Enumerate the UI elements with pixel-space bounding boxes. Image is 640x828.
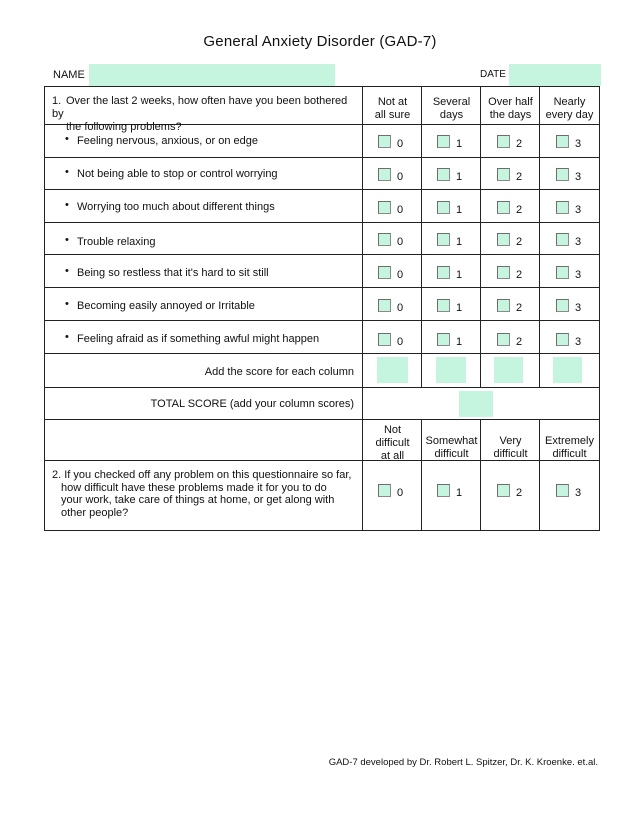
option-value: 2 [516,203,523,216]
column-score-2[interactable] [494,357,523,383]
checkbox[interactable] [497,333,510,346]
option-value: 3 [575,137,582,150]
column-header-extremely-difficult: Extremely difficult [545,435,594,460]
item-7-option-3[interactable] [556,333,581,346]
option-value: 3 [575,170,582,183]
total-score-field[interactable] [459,391,493,417]
item-row-5: • Being so restless that it's hard to sit still [65,265,269,279]
option-value: 2 [516,301,523,314]
checkbox[interactable] [497,266,510,279]
column-header-very-difficult: Very difficult [493,435,528,460]
checkbox[interactable] [497,168,510,181]
checkbox[interactable] [437,333,450,346]
option-value: 0 [397,335,404,348]
page-title: General Anxiety Disorder (GAD-7) [203,33,437,50]
option-value: 1 [456,235,463,248]
column-score-label: Add the score for each column [204,366,354,378]
name-field[interactable] [89,64,335,86]
checkbox[interactable] [378,233,391,246]
column-header-not-at-all: Not at all sure [374,96,411,121]
item-text: Not being able to stop or control worrying [77,168,278,180]
name-label: NAME [53,69,85,81]
checkbox[interactable] [497,201,510,214]
date-label: DATE [480,69,506,80]
item-text: Becoming easily annoyed or Irritable [77,300,255,312]
column-divider [480,86,481,387]
item-row-6: • Becoming easily annoyed or Irritable [65,298,255,312]
item-2-option-0[interactable] [378,168,403,181]
checkbox[interactable] [556,484,569,497]
item-1-option-0[interactable] [378,135,403,148]
option-value: 2 [516,235,523,248]
item-2-option-1[interactable] [437,168,462,181]
column-header-several-days: Several days [432,96,471,121]
item-row-1: • Feeling nervous, anxious, or on edge [65,133,259,147]
item-2-option-3[interactable] [556,168,581,181]
option-value: 0 [397,170,404,183]
row-divider [44,353,600,354]
option-value: 2 [516,486,523,499]
option-value: 1 [456,486,463,499]
item-text: Trouble relaxing [77,236,156,248]
item-row-7: • Feeling afraid as if something awful might happen [65,331,320,345]
item-text: Feeling nervous, anxious, or on edge [77,135,259,147]
checkbox[interactable] [556,168,569,181]
q2-option-1[interactable] [437,484,462,497]
checkbox[interactable] [556,135,569,148]
item-4-option-0[interactable] [378,233,403,246]
option-value: 3 [575,235,582,248]
option-value: 1 [456,301,463,314]
option-value: 0 [397,203,404,216]
item-row-3: • Worrying too much about different things [65,199,275,213]
option-value: 0 [397,486,404,499]
checkbox[interactable] [378,266,391,279]
item-3-option-3[interactable] [556,201,581,214]
checkbox[interactable] [497,135,510,148]
row-divider [44,189,600,190]
option-value: 3 [575,203,582,216]
item-2-option-2[interactable] [497,168,522,181]
question-number: 2. [52,469,62,481]
column-score-0[interactable] [377,357,408,383]
q2-option-2[interactable] [497,484,522,497]
item-text: Being so restless that it's hard to sit still [77,267,269,279]
checkbox[interactable] [378,299,391,312]
item-5-option-2[interactable] [497,266,522,279]
checkbox[interactable] [437,201,450,214]
question-line: how difficult have these problems made it for you to do [61,481,327,494]
item-7-option-0[interactable] [378,333,403,346]
item-3-option-0[interactable] [378,201,403,214]
item-1-option-1[interactable] [437,135,462,148]
question-2-text [52,469,352,519]
date-field[interactable] [509,64,601,86]
checkbox[interactable] [556,299,569,312]
checkbox[interactable] [437,484,450,497]
option-value: 0 [397,235,404,248]
item-1-option-2[interactable] [497,135,522,148]
column-header-somewhat-difficult: Somewhat difficult [425,435,478,460]
item-text: Feeling afraid as if something awful might happen [77,333,320,345]
row-divider [44,287,600,288]
question-number: 1. [52,95,62,107]
checkbox[interactable] [556,201,569,214]
row-divider [44,419,600,420]
footer-credit: GAD-7 developed by Dr. Robert L. Spitzer, Dr. K. Kroenke. et.al. [328,757,598,768]
q2-option-3[interactable] [556,484,581,497]
column-score-3[interactable] [553,357,582,383]
question-line: If you checked off any problem on this questionnaire so far, [64,469,352,481]
checkbox[interactable] [556,266,569,279]
checkbox[interactable] [437,266,450,279]
option-value: 1 [456,203,463,216]
checkbox[interactable] [437,233,450,246]
item-text: Worrying too much about different things [77,201,275,213]
column-header-over-half: Over half the days [488,96,533,121]
checkbox[interactable] [378,333,391,346]
option-value: 0 [397,268,404,281]
question-line: your work, take care of things at home, or get along with [61,494,335,506]
item-4-option-1[interactable] [437,233,462,246]
item-7-option-2[interactable] [497,333,522,346]
item-1-option-3[interactable] [556,135,581,148]
item-4-option-3[interactable] [556,233,581,246]
item-row-2: • Not being able to stop or control worrying [65,166,278,180]
row-divider [44,157,600,158]
option-value: 2 [516,137,523,150]
q2-option-0[interactable] [378,484,403,497]
option-value: 1 [456,268,463,281]
item-6-option-2[interactable] [497,299,522,312]
item-5-option-0[interactable] [378,266,403,279]
checkbox[interactable] [437,299,450,312]
item-6-option-3[interactable] [556,299,581,312]
option-value: 3 [575,301,582,314]
item-3-option-1[interactable] [437,201,462,214]
option-value: 2 [516,170,523,183]
checkbox[interactable] [497,484,510,497]
item-6-option-0[interactable] [378,299,403,312]
checkbox[interactable] [378,168,391,181]
item-3-option-2[interactable] [497,201,522,214]
item-row-4: • Trouble relaxing [65,234,156,248]
item-7-option-1[interactable] [437,333,462,346]
checkbox[interactable] [378,201,391,214]
checkbox[interactable] [378,135,391,148]
question-line: Over the last 2 weeks, how often have you been bothered by [52,95,348,120]
option-value: 3 [575,486,582,499]
option-value: 3 [575,335,582,348]
option-value: 2 [516,268,523,281]
checkbox[interactable] [556,333,569,346]
checkbox[interactable] [497,299,510,312]
checkbox[interactable] [437,168,450,181]
question-1-text [52,95,357,134]
option-value: 1 [456,137,463,150]
option-value: 1 [456,170,463,183]
item-4-option-2[interactable] [497,233,522,246]
option-value: 3 [575,268,582,281]
item-5-option-1[interactable] [437,266,462,279]
checkbox[interactable] [437,135,450,148]
row-divider [44,222,600,223]
item-6-option-1[interactable] [437,299,462,312]
item-5-option-3[interactable] [556,266,581,279]
row-divider [44,254,600,255]
column-divider [362,86,363,531]
option-value: 2 [516,335,523,348]
total-score-label: TOTAL SCORE (add your column scores) [150,398,354,410]
column-divider [539,86,540,387]
row-divider [44,387,600,388]
option-value: 1 [456,335,463,348]
checkbox[interactable] [378,484,391,497]
question-line: other people? [61,506,129,519]
checkbox[interactable] [497,233,510,246]
column-header-nearly-every-day: Nearly every day [545,96,594,121]
option-value: 0 [397,301,404,314]
checkbox[interactable] [556,233,569,246]
column-header-not-difficult: Not difficult at all [375,424,410,462]
column-score-1[interactable] [436,357,466,383]
column-divider [421,86,422,387]
question-line: the following problems? [66,121,182,133]
option-value: 0 [397,137,404,150]
row-divider [44,320,600,321]
